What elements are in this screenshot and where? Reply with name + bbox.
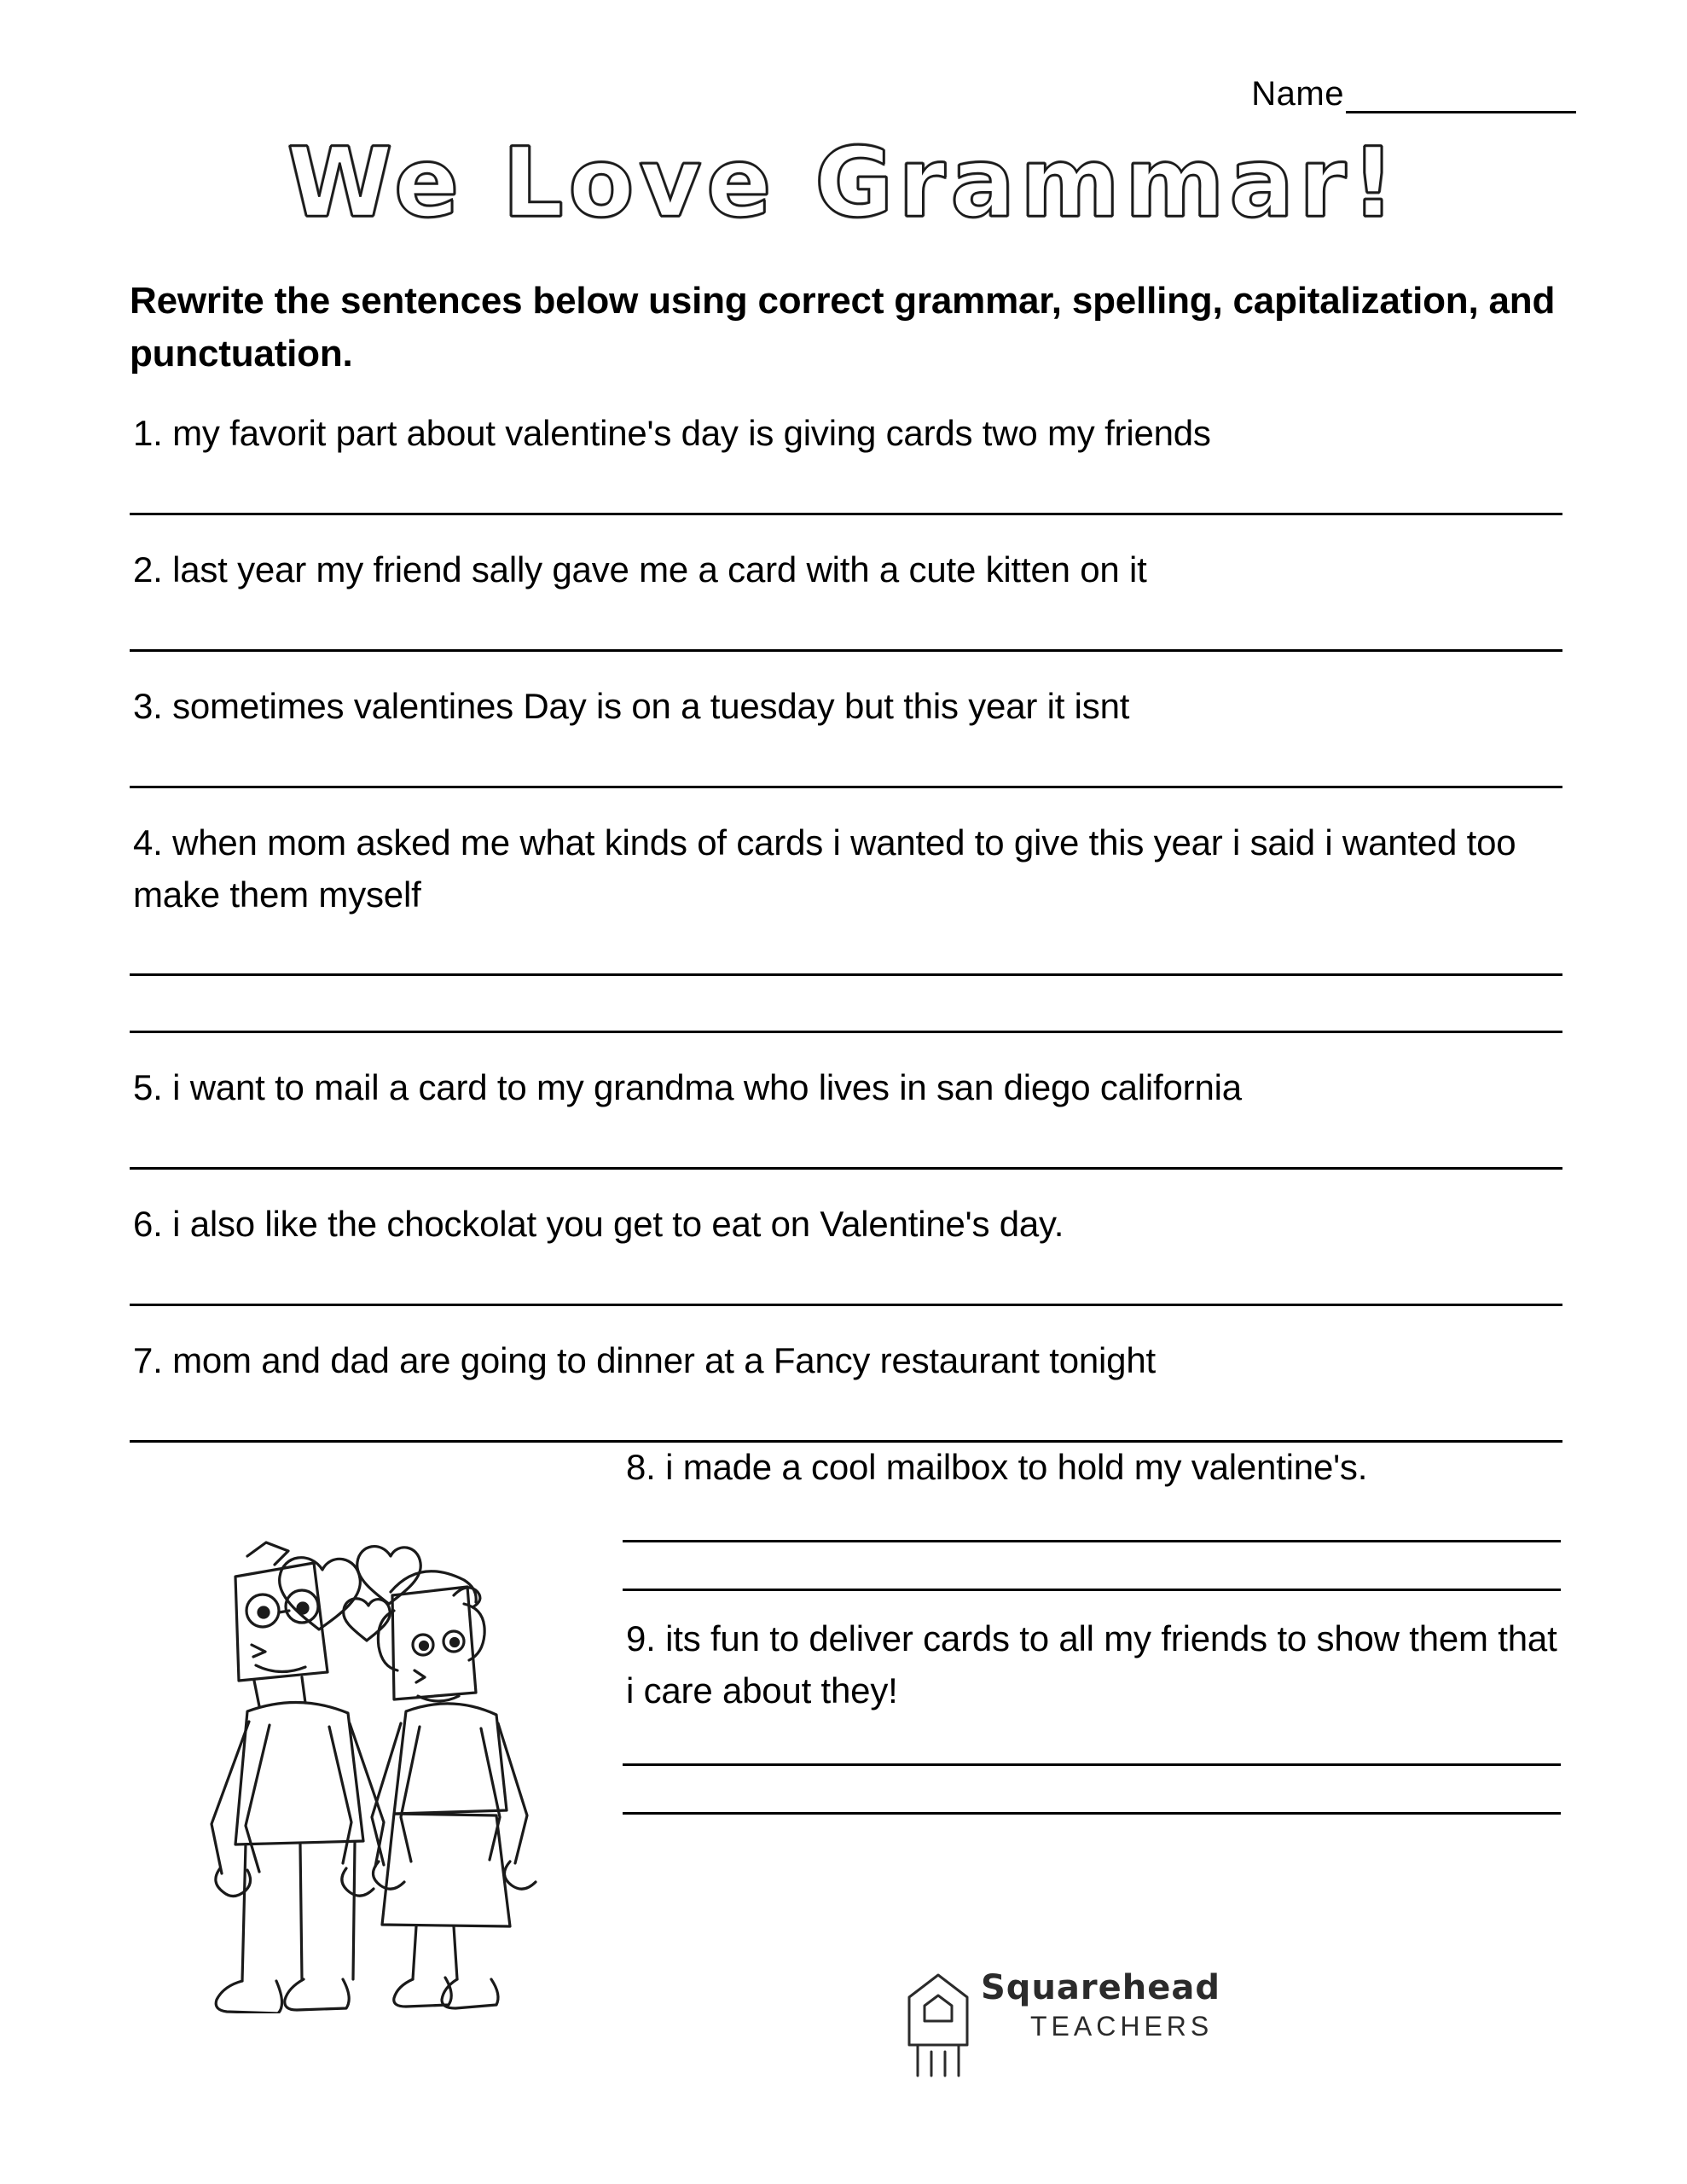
answer-line[interactable] <box>130 1304 1562 1306</box>
name-label: Name <box>1251 75 1344 113</box>
question-item-9 <box>623 1613 1561 1815</box>
couple-illustration <box>119 1467 597 2013</box>
question-text: 6. i also like the chockolat you get to eat on Valentine's day. <box>133 1204 1064 1245</box>
lower-section <box>0 1442 1687 2039</box>
answer-line[interactable] <box>130 649 1562 652</box>
answer-line[interactable] <box>130 973 1562 976</box>
question-item-1 <box>130 408 1562 515</box>
question-item-3 <box>130 681 1562 788</box>
question-item-8 <box>623 1442 1561 1591</box>
instructions-text: Rewrite the sentences below using correct grammar, spelling, capitalization, and punctuation. <box>130 280 1556 375</box>
question-text: 7. mom and dad are going to dinner at a Fancy restaurant tonight <box>133 1340 1156 1381</box>
question-text: 2. last year my friend sally gave me a card with a cute kitten on it <box>133 549 1147 590</box>
question-item-6 <box>130 1199 1562 1306</box>
questions-list <box>130 408 1562 1443</box>
answer-line[interactable] <box>623 1812 1561 1815</box>
question-text: 5. i want to mail a card to my grandma who lives in san diego california <box>133 1067 1242 1108</box>
question-item-4 <box>130 817 1562 1034</box>
question-item-5 <box>130 1062 1562 1170</box>
answer-line[interactable] <box>130 786 1562 788</box>
question-text: 1. my favorit part about valentine's day is giving cards two my friends <box>133 413 1211 453</box>
question-text: 4. when mom asked me what kinds of cards i wanted to give this year i said i wanted too make them myself <box>133 822 1516 915</box>
answer-line[interactable] <box>130 513 1562 515</box>
answer-line[interactable] <box>623 1540 1561 1542</box>
footer-brand: Squarehead <box>981 1968 1220 2007</box>
question-item-7 <box>130 1335 1562 1443</box>
page-title: We Love Grammar! <box>287 128 1400 239</box>
question-text: 8. i made a cool mailbox to hold my valentine's. <box>626 1447 1368 1487</box>
answer-line[interactable] <box>130 1167 1562 1170</box>
answer-line[interactable] <box>130 1031 1562 1033</box>
question-text: 3. sometimes valentines Day is on a tuesday but this year it isnt <box>133 685 1130 726</box>
footer-subtitle: TEACHERS <box>1030 2011 1214 2042</box>
question-text: 9. its fun to deliver cards to all my friends to show them that i care about they! <box>626 1618 1557 1711</box>
footer-logo <box>887 1958 1279 2086</box>
answer-line[interactable] <box>623 1589 1561 1591</box>
lower-questions-list <box>623 1442 1561 1815</box>
question-item-2 <box>130 544 1562 652</box>
answer-line[interactable] <box>623 1763 1561 1766</box>
name-input-blank[interactable] <box>1346 82 1576 113</box>
name-field-row <box>1251 75 1576 113</box>
